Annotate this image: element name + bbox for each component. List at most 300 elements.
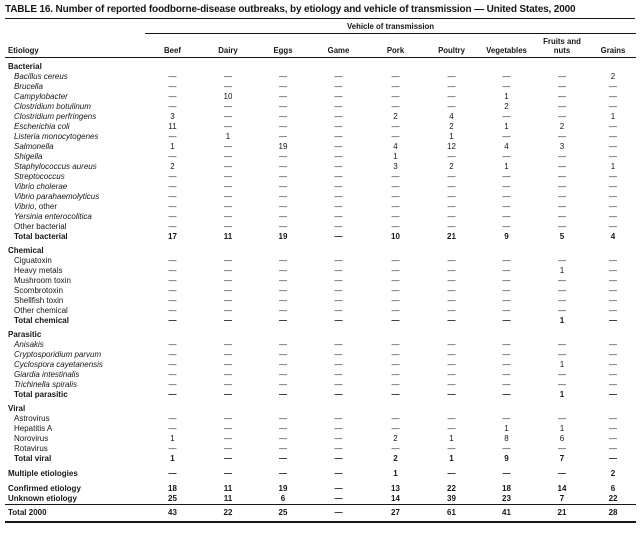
cell-value: — (334, 256, 343, 265)
cell-value: — (609, 212, 618, 221)
cell-value: — (447, 102, 456, 111)
cell-value: — (391, 256, 400, 265)
cell-value: — (502, 192, 511, 201)
cell-value: 41 (479, 505, 534, 523)
cell-value: 28 (590, 505, 636, 523)
row-label: Vibrio parahaemolyticus (14, 192, 100, 201)
cell-value: — (224, 202, 232, 211)
cell-value: 14 (391, 494, 400, 503)
cell-value: — (279, 192, 287, 201)
cell-value: — (609, 286, 618, 295)
cell-value: — (279, 222, 287, 231)
table-row (5, 256, 636, 266)
row-label: Mushroom toxin (14, 276, 71, 285)
cell-value: — (502, 172, 511, 181)
cell-value: 22 (447, 484, 456, 493)
cell-value: — (447, 360, 456, 369)
cell-value: — (391, 212, 400, 221)
row-label: Bacillus cereus (14, 72, 68, 81)
row-label: Vibrio cholerae (14, 182, 68, 191)
cell-value: 1 (559, 266, 565, 275)
cell-value: — (334, 414, 343, 423)
row-label: Campylobacter (14, 92, 68, 101)
cell-value: 21 (447, 232, 456, 241)
cell-value: — (609, 192, 618, 201)
cell-value: — (279, 152, 287, 161)
cell-value: 1 (504, 424, 509, 433)
column-header-dairy: Dairy (200, 34, 256, 58)
cell-value: — (609, 256, 618, 265)
cell-value: — (391, 286, 400, 295)
table-row (5, 340, 636, 350)
row-label: Unknown etiology (8, 494, 77, 503)
row-label: Yersinia enterocolitica (14, 212, 92, 221)
cell-value: — (334, 132, 343, 141)
cell-value: — (334, 380, 343, 389)
table-row (5, 479, 636, 494)
cell-value: — (224, 72, 232, 81)
cell-value: — (168, 414, 177, 423)
cell-value: — (279, 202, 287, 211)
cell-value: — (391, 370, 400, 379)
cell-value: — (609, 182, 618, 191)
cell-value: — (279, 380, 287, 389)
cell-value: — (391, 276, 400, 285)
row-label: Viral (8, 404, 26, 413)
table-row (5, 202, 636, 212)
cell-value: — (391, 192, 400, 201)
cell-value: — (502, 82, 511, 91)
row-label: Ciguatoxin (14, 256, 52, 265)
cell-value: — (334, 152, 343, 161)
cell-value: — (502, 276, 511, 285)
cell-value: 4 (449, 112, 454, 121)
cell-value: — (279, 82, 287, 91)
cell-value: — (447, 286, 456, 295)
cell-value: — (558, 296, 566, 305)
cell-value: — (279, 182, 287, 191)
cell-value: — (609, 370, 618, 379)
cell-value: — (224, 444, 232, 453)
cell-value: — (168, 192, 177, 201)
cell-value: — (558, 102, 566, 111)
cell-value: 1 (449, 434, 454, 443)
cell-value: 1 (559, 390, 565, 399)
cell-value: — (334, 102, 343, 111)
column-header-pork: Pork (367, 34, 424, 58)
cell-value: 1 (170, 434, 175, 443)
cell-value: 2 (170, 162, 175, 171)
cell-value: — (334, 276, 343, 285)
cell-value: — (502, 212, 511, 221)
cell-value: — (279, 316, 287, 325)
cell-value: — (447, 444, 456, 453)
cell-value: — (502, 340, 511, 349)
table-row (5, 454, 636, 464)
cell-value: — (609, 390, 618, 399)
cell-value: — (447, 266, 456, 275)
cell-value: — (447, 82, 456, 91)
cell-value: — (558, 306, 566, 315)
cell-value: — (609, 316, 618, 325)
row-label: Clostridium perfringens (14, 112, 97, 121)
table-row (5, 232, 636, 242)
cell-value: 19 (278, 484, 288, 493)
cell-value: — (502, 256, 511, 265)
cell-value: — (391, 444, 400, 453)
row-label: Giardia intestinalis (14, 370, 80, 379)
cell-value: — (558, 414, 566, 423)
cell-value: 2 (504, 102, 509, 111)
cell-value: — (447, 212, 456, 221)
cell-value: — (334, 112, 343, 121)
row-label: Total bacterial (14, 232, 68, 241)
cell-value: — (224, 162, 232, 171)
row-label: Bacterial (8, 62, 42, 71)
table-row (5, 102, 636, 112)
cell-value: — (609, 276, 618, 285)
cell-value: 2 (559, 122, 565, 131)
cell-value: — (224, 152, 232, 161)
cell-value: — (609, 122, 618, 131)
cell-value: — (168, 132, 177, 141)
cell-value: 19 (278, 232, 288, 241)
cell-value: — (609, 444, 618, 453)
cell-value: — (334, 316, 343, 325)
row-label: Total viral (14, 454, 52, 463)
cell-value: — (224, 434, 232, 443)
cell-value: — (279, 340, 287, 349)
cell-value: — (279, 92, 287, 101)
cell-value: — (609, 434, 618, 443)
cell-value: 1 (559, 316, 565, 325)
cell-value: — (224, 266, 232, 275)
cell-value: 2 (393, 434, 398, 443)
cell-value: — (334, 92, 343, 101)
cell-value: — (558, 350, 566, 359)
cell-value: — (224, 424, 232, 433)
cell-value: — (168, 469, 177, 478)
cell-value: 2 (449, 122, 454, 131)
cell-value: — (168, 296, 177, 305)
cell-value: — (334, 192, 343, 201)
cell-value: — (558, 444, 566, 453)
cell-value: — (279, 306, 287, 315)
cell-value: 9 (504, 232, 509, 241)
cell-value: — (391, 72, 400, 81)
cell-value: — (391, 182, 400, 191)
row-label: Listeria monocytogenes (14, 132, 99, 141)
cell-value: — (502, 316, 511, 325)
table-row (5, 222, 636, 232)
cell-value: — (609, 92, 618, 101)
table-row (5, 242, 636, 256)
cell-value: — (279, 296, 287, 305)
cell-value: — (447, 306, 456, 315)
cell-value: 10 (391, 232, 400, 241)
cell-value: — (168, 286, 177, 295)
cell-value: — (168, 266, 177, 275)
cell-value: — (558, 370, 566, 379)
table-row (5, 424, 636, 434)
cell-value: — (447, 380, 456, 389)
table-row (5, 112, 636, 122)
cell-value: — (558, 212, 566, 221)
table-row (5, 434, 636, 444)
cell-value: 6 (280, 494, 286, 503)
table-row (5, 444, 636, 454)
cell-value: — (391, 222, 400, 231)
cell-value: — (334, 202, 343, 211)
cell-value: — (447, 340, 456, 349)
cell-value: — (502, 296, 511, 305)
row-label: Other chemical (14, 306, 68, 315)
row-label: Parasitic (8, 330, 42, 339)
cell-value: — (609, 142, 618, 151)
cell-value: — (609, 82, 618, 91)
table-row (5, 82, 636, 92)
table-row (5, 360, 636, 370)
cell-value: — (558, 469, 566, 478)
cell-value: — (224, 296, 232, 305)
cell-value: 8 (504, 434, 509, 443)
cell-value: — (279, 256, 287, 265)
cell-value: — (168, 82, 177, 91)
cell-value: — (224, 350, 232, 359)
cell-value: — (502, 306, 511, 315)
cell-value: — (502, 182, 511, 191)
cell-value: — (502, 469, 511, 478)
table-row (5, 58, 636, 73)
cell-value: 39 (447, 494, 456, 503)
cell-value: — (279, 424, 287, 433)
cell-value: — (447, 276, 456, 285)
table-row (5, 212, 636, 222)
cell-value: — (279, 172, 287, 181)
cell-value: — (609, 350, 618, 359)
cell-value: — (391, 82, 400, 91)
cell-value: 9 (504, 454, 509, 463)
cell-value: — (391, 202, 400, 211)
cell-value: — (391, 172, 400, 181)
cell-value: 6 (610, 484, 616, 493)
cell-value: — (279, 444, 287, 453)
cell-value: — (502, 444, 511, 453)
cell-value: — (168, 370, 177, 379)
cell-value: — (609, 202, 618, 211)
cell-value: — (224, 286, 232, 295)
cell-value: 19 (278, 142, 288, 151)
row-label: Cryptosporidium parvum (14, 350, 102, 359)
cell-value: — (391, 350, 400, 359)
cell-value: — (334, 484, 343, 493)
cell-value: — (447, 72, 456, 81)
cell-value: 43 (145, 505, 200, 523)
cell-value: — (334, 142, 343, 151)
cell-value: — (502, 152, 511, 161)
cell-value: — (224, 414, 232, 423)
cell-value: 1 (504, 162, 509, 171)
cell-value: 2 (610, 72, 616, 81)
cell-value: 1 (170, 142, 175, 151)
cell-value: 23 (502, 494, 511, 503)
cell-value: — (334, 82, 343, 91)
table-row (5, 414, 636, 424)
cell-value: — (609, 132, 618, 141)
cell-value: 21 (534, 505, 590, 523)
column-header-eggs: Eggs (256, 34, 310, 58)
cell-value: — (279, 390, 287, 399)
cell-value: 6 (559, 434, 565, 443)
row-label: Confirmed etiology (8, 484, 81, 493)
row-label: Total parasitic (14, 390, 68, 399)
row-label: Multiple etiologies (8, 469, 78, 478)
column-header-row (5, 34, 636, 58)
cell-value: 1 (504, 122, 509, 131)
cell-value: 1 (449, 454, 454, 463)
table-row (5, 182, 636, 192)
cell-value: 11 (168, 122, 177, 131)
cell-value: — (558, 152, 566, 161)
cell-value: — (279, 469, 287, 478)
cell-value: — (224, 360, 232, 369)
row-label: Shigella (14, 152, 43, 161)
table-row (5, 390, 636, 400)
table-row (5, 505, 636, 523)
cell-value: — (447, 390, 456, 399)
cell-value: — (168, 212, 177, 221)
cell-value: 1 (170, 454, 175, 463)
row-label: Chemical (8, 246, 44, 255)
cell-value: 2 (393, 112, 398, 121)
cell-value: — (391, 424, 400, 433)
cell-value: — (609, 152, 618, 161)
row-label: Norovirus (14, 434, 49, 443)
cell-value: — (447, 316, 456, 325)
row-label: Rotavirus (14, 444, 48, 453)
cell-value: — (279, 454, 287, 463)
column-header-fruits-and-nuts: Fruits and nuts (534, 34, 590, 58)
row-label: Total 2000 (5, 505, 145, 523)
row-label: Cyclospora cayetanensis (14, 360, 103, 369)
table-row (5, 316, 636, 326)
cell-value: — (609, 454, 618, 463)
cell-value: — (609, 424, 618, 433)
cell-value: — (334, 340, 343, 349)
cell-value: — (558, 82, 566, 91)
cell-value: — (334, 350, 343, 359)
row-label: Vibrio, other (14, 202, 57, 211)
cell-value: — (224, 122, 232, 131)
column-header-poultry: Poultry (424, 34, 479, 58)
cell-value: — (279, 350, 287, 359)
cell-value: — (502, 222, 511, 231)
cell-value: 25 (168, 494, 177, 503)
cell-value: — (609, 102, 618, 111)
cell-value: — (447, 296, 456, 305)
cell-value: — (279, 266, 287, 275)
cell-value: 22 (608, 494, 618, 503)
cell-value: — (609, 266, 618, 275)
column-header-game: Game (310, 34, 367, 58)
cell-value: 11 (223, 232, 233, 241)
cell-value: — (502, 286, 511, 295)
cell-value: — (502, 390, 511, 399)
row-label: Brucella (14, 82, 43, 91)
cell-value: — (334, 469, 343, 478)
cell-value: — (558, 112, 566, 121)
cell-value: 11 (223, 484, 233, 493)
cell-value: — (168, 172, 177, 181)
cell-value: — (334, 390, 343, 399)
cell-value: — (558, 92, 566, 101)
cell-value: 1 (393, 152, 398, 161)
cell-value: — (447, 414, 456, 423)
cell-value: — (502, 266, 511, 275)
cell-value: — (447, 172, 456, 181)
cell-value: — (558, 286, 566, 295)
cell-value: — (558, 172, 566, 181)
table-row (5, 380, 636, 390)
cell-value: 2 (393, 454, 398, 463)
row-label: Total chemical (14, 316, 69, 325)
cell-value: 3 (170, 112, 175, 121)
cell-value: 61 (424, 505, 479, 523)
cell-value: — (279, 360, 287, 369)
cell-value: — (224, 316, 232, 325)
cell-value: 2 (610, 469, 616, 478)
cell-value: — (279, 132, 287, 141)
cell-value: — (334, 122, 343, 131)
cell-value: — (334, 434, 343, 443)
cell-value: — (168, 256, 177, 265)
cell-value: 4 (610, 232, 616, 241)
cell-value: — (609, 360, 618, 369)
cell-value: — (224, 370, 232, 379)
cell-value: — (334, 212, 343, 221)
cell-value: 14 (557, 484, 567, 493)
cell-value: — (391, 316, 400, 325)
row-label: Salmonella (14, 142, 54, 151)
row-label: Heavy metals (14, 266, 63, 275)
cell-value: — (224, 182, 232, 191)
cell-value: — (334, 306, 343, 315)
row-label: Streptococcus (14, 172, 65, 181)
cell-value: — (224, 172, 232, 181)
table-row (5, 172, 636, 182)
cell-value: — (609, 340, 618, 349)
row-label: Escherichia coli (14, 122, 70, 131)
cell-value: — (279, 102, 287, 111)
cell-value: 3 (559, 142, 565, 151)
cell-value: — (334, 444, 343, 453)
cell-value: — (447, 202, 456, 211)
cell-value: — (391, 306, 400, 315)
cell-value: — (224, 256, 232, 265)
cell-value: — (279, 122, 287, 131)
cell-value: — (447, 256, 456, 265)
cell-value: — (502, 202, 511, 211)
cell-value: — (391, 380, 400, 389)
cell-value: — (334, 424, 343, 433)
cell-value: — (168, 306, 177, 315)
row-label: Clostridium botulinum (14, 102, 91, 111)
cell-value: 18 (168, 484, 177, 493)
cell-value: — (224, 306, 232, 315)
column-header-vegetables: Vegetables (479, 34, 534, 58)
cell-value: — (558, 162, 566, 171)
table-row (5, 142, 636, 152)
